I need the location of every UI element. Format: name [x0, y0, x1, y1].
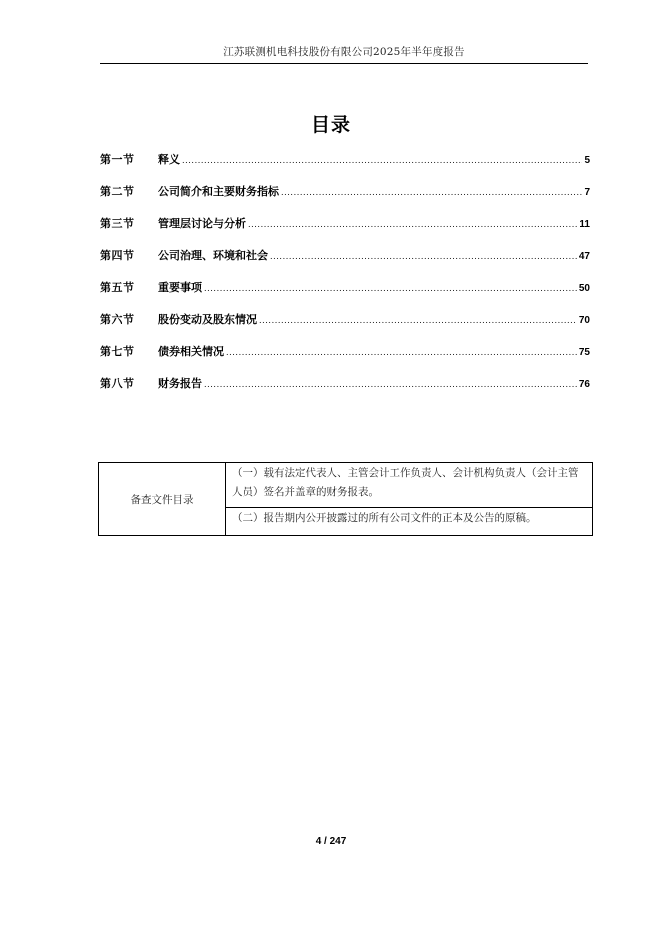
toc-section-name: 公司简介和主要财务指标: [158, 185, 279, 198]
reference-documents-items: [226, 463, 593, 536]
toc-section-name: 股份变动及股东情况: [158, 313, 257, 326]
reference-documents-label: 备查文件目录: [99, 463, 226, 536]
toc-section-number: 第二节: [100, 185, 135, 198]
toc-section-name: 重要事项: [158, 281, 202, 294]
toc-page-number: 75: [578, 347, 590, 358]
toc-section-name: 债券相关情况: [158, 345, 224, 358]
toc-entry-8[interactable]: [100, 375, 590, 407]
toc-entry-7[interactable]: [100, 343, 590, 375]
toc-entry-2[interactable]: [100, 183, 590, 215]
toc-section-number: 第六节: [100, 313, 135, 326]
toc-leader-dots: [204, 280, 577, 298]
toc-section-number: 第七节: [100, 345, 135, 358]
toc-page-number: 11: [579, 219, 590, 230]
toc-section-number: 第三节: [100, 217, 135, 230]
toc-leader-dots: [248, 216, 577, 234]
toc-page-number: 5: [584, 155, 590, 166]
toc-page-number: 70: [578, 315, 590, 326]
toc-section-name: 财务报告: [158, 377, 202, 390]
toc-leader-dots: [226, 344, 577, 362]
toc-section-number: 第五节: [100, 281, 135, 294]
toc-title: 目录: [310, 114, 351, 136]
reference-documents-table: [98, 462, 593, 536]
reference-document-item: （二）报告期内公开披露过的所有公司文件的正本及公告的原稿。: [232, 512, 537, 524]
toc-page-number: 76: [578, 379, 590, 390]
toc-entry-3[interactable]: [100, 215, 590, 247]
toc-leader-dots: [281, 184, 582, 202]
toc-section-name: 管理层讨论与分析: [158, 217, 246, 230]
toc-page-number: 50: [578, 283, 590, 294]
toc-page-number: 7: [584, 187, 590, 198]
report-header: 江苏联测机电科技股份有限公司2025年半年度报告: [223, 46, 465, 58]
toc-section-name: 释义: [158, 153, 180, 166]
toc-leader-dots: [270, 248, 577, 266]
toc-leader-dots: [259, 312, 577, 330]
toc-entry-6[interactable]: [100, 311, 590, 343]
toc-entry-5[interactable]: [100, 279, 590, 311]
toc-leader-dots: [182, 152, 582, 170]
toc-section-number: 第四节: [100, 249, 135, 262]
page-number: 4 / 247: [315, 836, 347, 847]
toc-section-number: 第八节: [100, 377, 135, 390]
toc-leader-dots: [204, 376, 577, 394]
toc-entry-4[interactable]: [100, 247, 590, 279]
table-of-contents: [100, 151, 590, 407]
toc-section-name: 公司治理、环境和社会: [158, 249, 268, 262]
toc-entry-1[interactable]: [100, 151, 590, 183]
header-divider: [100, 63, 588, 64]
toc-page-number: 47: [578, 251, 590, 262]
reference-document-item: （一）载有法定代表人、主管会计工作负责人、会计机构负责人（会计主管人员）签名并盖章的财务报表。: [226, 463, 592, 508]
toc-section-number: 第一节: [100, 153, 135, 166]
